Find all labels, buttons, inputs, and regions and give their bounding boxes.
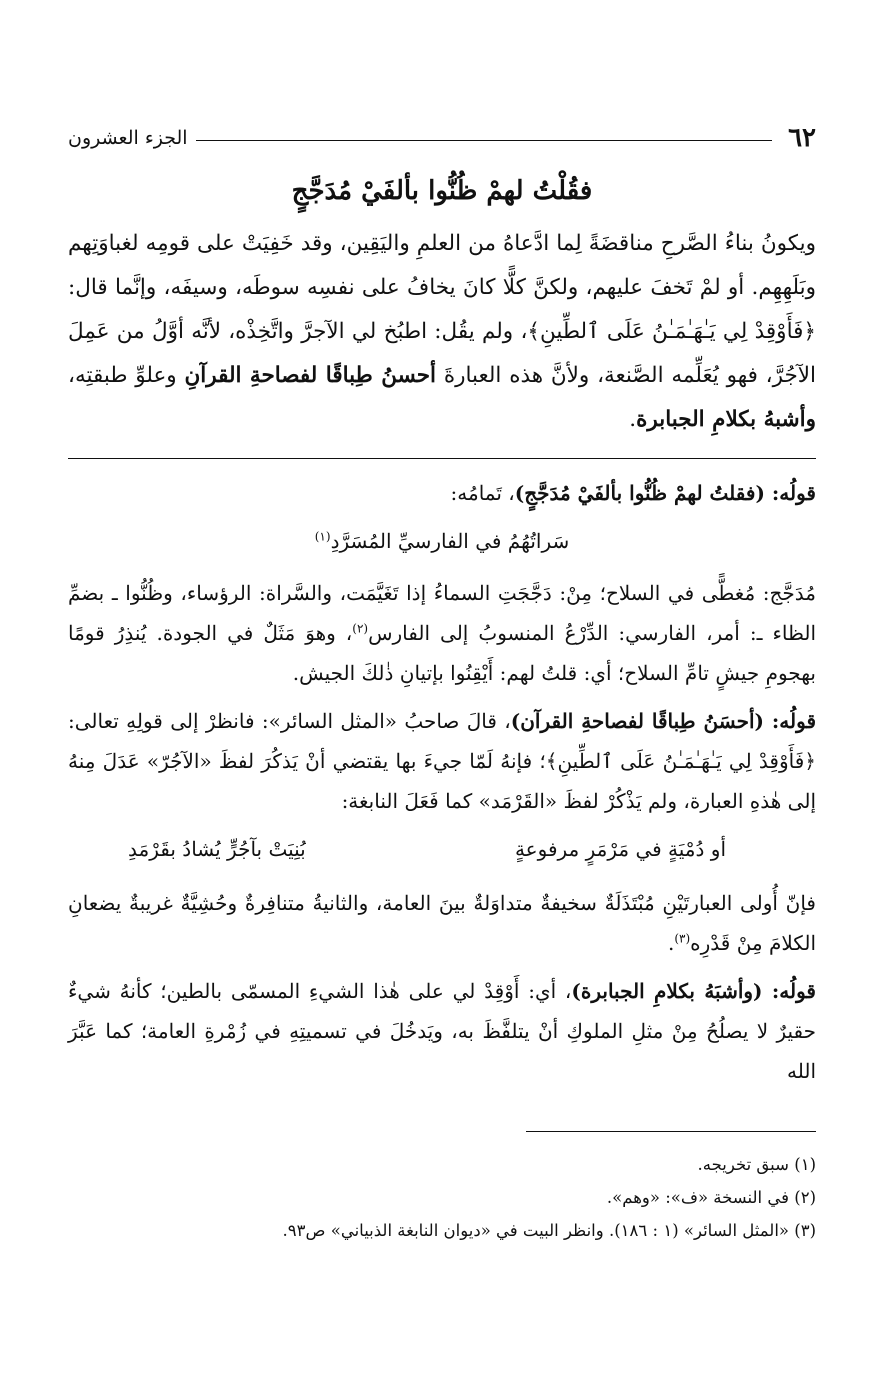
section-divider [68, 458, 816, 459]
part-title: الجزء العشرون [68, 127, 188, 149]
commentary-paragraph [68, 573, 816, 693]
commentary-lemma: قولُه: (وأشبَهُ بكلامِ الجبابرة) [571, 979, 816, 1003]
footnote-marker-3[interactable]: (٣) [674, 931, 691, 946]
quran-quote: ﴿فَأَوْقِدْ لِي يَـٰهَـٰمَـٰنُ عَلَى ٱلطِّينِ﴾ [527, 319, 816, 344]
page-number: ٦٢ [788, 123, 816, 153]
footnote-marker-1[interactable]: (١) [314, 529, 331, 544]
main-text-part: ويكونُ بناءُ الصَّرحِ مناقضَةً لِما ادَّعاهُ من العلمِ واليَقِين، وقد خَفِيَتْ على قومِه لغباوَتِهم وبَلَهِهِم. أو لمْ تَخفَ عليهم، ولكنَّ كلًّا كانَ يخافُ على نفسِه سوطَه، وسيفَه، وإنَّما قال: [68, 231, 816, 300]
header-rule [196, 140, 772, 141]
commentary-paragraph [68, 473, 816, 513]
commentary-text: . [667, 931, 675, 955]
commentary-paragraph [68, 701, 816, 821]
main-text-part: ، ولم يقُل: اطبُخ لي الآجرَّ واتَّخِذْه، لأنَّه أوَّلُ من عَمِلَ الآجُرَّ، فهو يُعَلِّمه الصَّنعة، ولأنَّ هذه العبارةَ [68, 319, 816, 388]
commentary-text: مُدَجَّج: مُغطًّى في السلاح؛ مِنْ: دَجَّجَتِ السماءُ إذا تَغَيَّمَت، والسَّراة: الرؤساء، وظُنُّوا ـ بضمِّ الظاء ـ: أمر، الفارسي: الدِّرْعُ المنسوبُ إلى الفارس [68, 581, 817, 645]
poem-first-hemistich: أو دُمْيَةٍ في مَرْمَرٍ مرفوعةٍ [514, 837, 726, 861]
main-paragraph [68, 222, 816, 442]
hemistich-text: سَراتُهُمُ في الفارسيِّ المُسَرَّدِ [330, 529, 570, 553]
quran-quote: ﴿فَأَوْقِدْ لِي يَـٰهَـٰمَـٰنُ عَلَى ٱلطِّينِ﴾ [545, 749, 816, 773]
footnote-3: (٣) «المثل السائر» (١ : ١٨٦). وانظر البيت في «ديوان النابغة الذبياني» ص٩٣. [282, 1221, 816, 1240]
commentary-text: ؛ فإنهُ لَمّا جيءَ بها يقتضي أنْ يَذكُرَ لفظَ «الآجُرّ» عَدَلَ مِنهُ إلى هٰذهِ العبارة، ولم يَذْكُرْ لفظَ «القَرْمَد» كما فَعَلَ النابغة: [68, 749, 816, 813]
verse-heading: فقُلْتُ لهمْ ظُنُّوا بألفَيْ مُدَجَّجٍ [291, 176, 593, 206]
commentary-paragraph [68, 883, 816, 963]
commentary-paragraph [68, 971, 816, 1091]
emphasis-phrase: وأشبهُ بكلامِ الجبابرة [636, 407, 816, 432]
commentary-lemma: قولُه: (أحسَنُ طِباقًا لفصاحةِ القرآن) [510, 709, 816, 733]
emphasis-phrase: أحسنُ طِباقًا لفصاحةِ القرآنِ [184, 363, 437, 388]
footnote-2: (٢) في النسخة «ف»: «وهم». [606, 1188, 816, 1207]
footnotes [68, 1148, 816, 1247]
poem-hemistich [68, 521, 816, 561]
running-header [68, 118, 816, 158]
commentary-lemma: قولُه: (فقلتُ لهمْ ظُنُّوا بألفَيْ مُدَجَّجٍ) [514, 481, 816, 505]
commentary [68, 473, 816, 1091]
main-text-part: . [629, 407, 637, 432]
footnote-marker-2[interactable]: (٢) [352, 621, 369, 636]
footnote-separator [526, 1131, 816, 1132]
commentary-text: فإنّ أُولى العبارتَيْنِ مُبْتَذَلَةٌ سخيفةٌ متداوَلةٌ بينَ العامة، والثانيةُ متنافِرةٌ وحُشِيَّةٌ غريبةٌ يضعانِ الكلامَ مِنْ قَدْرِه [68, 891, 816, 955]
commentary-text: ، تَمامُه: [450, 481, 515, 505]
poem-second-hemistich: بُنِيَتْ بآجُرٍّ يُشادُ بقَرْمَدِ [128, 837, 306, 861]
commentary-text: ، أي: أَوْقِدْ لي على هٰذا الشيءِ المسمّى بالطين؛ كأنهُ شيءٌ حقيرٌ لا يصلُحُ مِنْ مثلِ الملوكِ أنْ يتلفَّظَ به، ويَدخُلَ في تسميتِهِ في زُمْرةِ العامة؛ كما عَبَّرَ الله [68, 979, 816, 1083]
book-page [68, 118, 816, 1247]
footnote-1: (١) سبق تخريجه. [697, 1155, 816, 1174]
commentary-text: ، قالَ صاحبُ «المثل السائر»: فانظرْ إلى قولِهِ تعالى: [68, 709, 511, 733]
main-text-part: وعلوِّ طبقتِه، [68, 363, 185, 388]
main-text [68, 222, 816, 442]
commentary-text: ، وهوَ مَثَلٌ في الجودة. يُنذِرُ قومًا بهجومِ جيشٍ تامِّ السلاح؛ أي: قلتُ لهم: أَيْقِنُوا بإتيانِ ذٰلكَ الجيش. [68, 621, 816, 685]
poetry-verse [68, 829, 816, 869]
